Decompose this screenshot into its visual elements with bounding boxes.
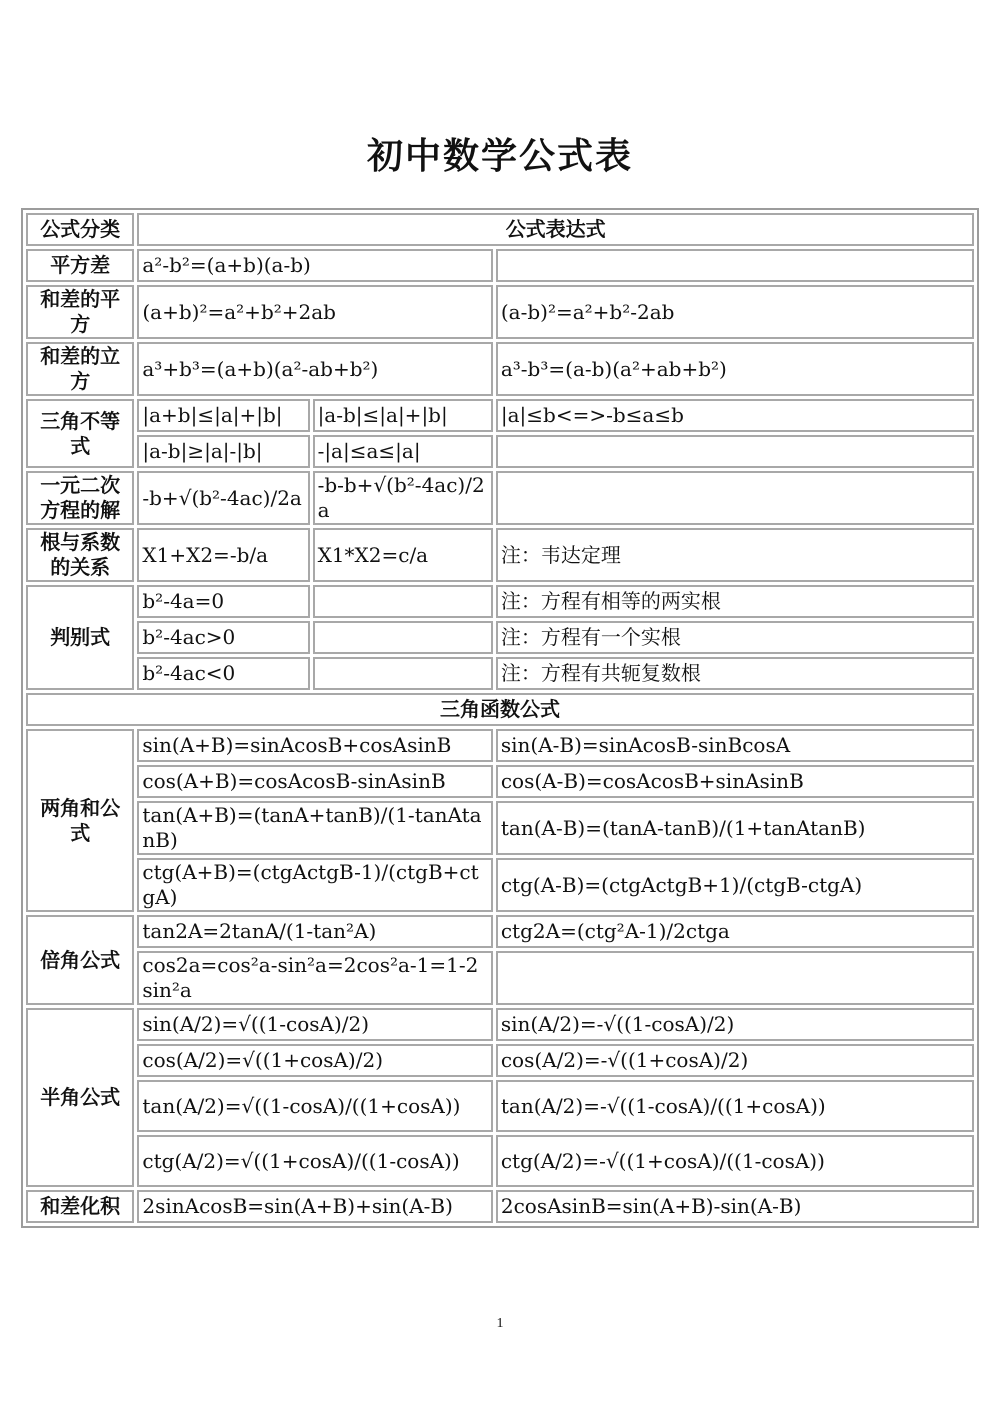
formula-cell: ctg(A+B)=(ctgActgB-1)/(ctgB+ctgA) bbox=[137, 858, 492, 912]
category-label: 半角公式 bbox=[26, 1008, 134, 1187]
table-header-row bbox=[26, 213, 974, 246]
formula-cell bbox=[313, 585, 493, 618]
formula-cell: 注：方程有共轭复数根 bbox=[496, 657, 974, 690]
table-row bbox=[26, 657, 974, 690]
formula-cell: ctg(A-B)=(ctgActgB+1)/(ctgB-ctgA) bbox=[496, 858, 974, 912]
table-row bbox=[26, 528, 974, 582]
header-expression: 公式表达式 bbox=[137, 213, 974, 246]
formula-cell: |a+b|≤|a|+|b| bbox=[137, 399, 309, 432]
table-row bbox=[26, 1135, 974, 1187]
formula-cell: 注：韦达定理 bbox=[496, 528, 974, 582]
formula-cell: ctg2A=(ctg²A-1)/2ctga bbox=[496, 915, 974, 948]
formula-cell: b²-4ac>0 bbox=[137, 621, 309, 654]
formula-cell bbox=[496, 249, 974, 282]
table-row bbox=[26, 399, 974, 432]
table-row bbox=[26, 285, 974, 339]
formula-cell: X1*X2=c/a bbox=[313, 528, 493, 582]
formula-cell: cos(A+B)=cosAcosB-sinAsinB bbox=[137, 765, 492, 798]
formula-cell: cos2a=cos²a-sin²a=2cos²a-1=1-2sin²a bbox=[137, 951, 492, 1005]
table-row bbox=[26, 342, 974, 396]
category-label: 三角不等式 bbox=[26, 399, 134, 468]
category-label: 倍角公式 bbox=[26, 915, 134, 1005]
formula-cell bbox=[496, 471, 974, 525]
formula-cell: |a-b|≤|a|+|b| bbox=[313, 399, 493, 432]
table-row bbox=[26, 801, 974, 855]
page-title: 初中数学公式表 bbox=[366, 136, 633, 177]
formula-cell: cos(A-B)=cosAcosB+sinAsinB bbox=[496, 765, 974, 798]
formula-cell: sin(A/2)=√((1-cosA)/2) bbox=[137, 1008, 492, 1041]
table-row bbox=[26, 858, 974, 912]
formula-cell: sin(A+B)=sinAcosB+cosAsinB bbox=[137, 729, 492, 762]
formula-cell: ctg(A/2)=-√((1+cosA)/((1-cosA)) bbox=[496, 1135, 974, 1187]
table-row bbox=[26, 621, 974, 654]
formula-cell: tan(A/2)=√((1-cosA)/((1+cosA)) bbox=[137, 1080, 492, 1132]
formula-cell: ctg(A/2)=√((1+cosA)/((1-cosA)) bbox=[137, 1135, 492, 1187]
formula-cell: (a+b)²=a²+b²+2ab bbox=[137, 285, 492, 339]
table-row bbox=[26, 729, 974, 762]
formula-cell: -b+√(b²-4ac)/2a bbox=[137, 471, 309, 525]
formula-cell: 2sinAcosB=sin(A+B)+sin(A-B) bbox=[137, 1190, 492, 1223]
formula-cell: |a|≤b<=>-b≤a≤b bbox=[496, 399, 974, 432]
table-row bbox=[26, 1080, 974, 1132]
table-row bbox=[26, 249, 974, 282]
formula-cell: (a-b)²=a²+b²-2ab bbox=[496, 285, 974, 339]
formula-cell: a²-b²=(a+b)(a-b) bbox=[137, 249, 492, 282]
table-row bbox=[26, 585, 974, 618]
category-label: 判别式 bbox=[26, 585, 134, 690]
formula-cell: tan2A=2tanA/(1-tan²A) bbox=[137, 915, 492, 948]
formula-cell bbox=[496, 951, 974, 1005]
header-category: 公式分类 bbox=[26, 213, 134, 246]
formula-cell: b²-4ac<0 bbox=[137, 657, 309, 690]
formula-cell: |a-b|≥|a|-|b| bbox=[137, 435, 309, 468]
page-number: 1 bbox=[496, 1316, 504, 1331]
formula-cell: cos(A/2)=√((1+cosA)/2) bbox=[137, 1044, 492, 1077]
formula-cell: -|a|≤a≤|a| bbox=[313, 435, 493, 468]
formula-cell: -b-b+√(b²-4ac)/2a bbox=[313, 471, 493, 525]
category-label: 和差化积 bbox=[26, 1190, 134, 1223]
formula-cell: a³-b³=(a-b)(a²+ab+b²) bbox=[496, 342, 974, 396]
formula-cell bbox=[313, 657, 493, 690]
category-label: 根与系数的关系 bbox=[26, 528, 134, 582]
table-row bbox=[26, 1008, 974, 1041]
table-row bbox=[26, 435, 974, 468]
table-row bbox=[26, 765, 974, 798]
formula-cell: 注：方程有相等的两实根 bbox=[496, 585, 974, 618]
section-title-trig: 三角函数公式 bbox=[26, 693, 974, 726]
category-label: 和差的平方 bbox=[26, 285, 134, 339]
formula-cell bbox=[313, 621, 493, 654]
formula-cell: b²-4a=0 bbox=[137, 585, 309, 618]
formula-cell: a³+b³=(a+b)(a²-ab+b²) bbox=[137, 342, 492, 396]
formula-cell: sin(A-B)=sinAcosB-sinBcosA bbox=[496, 729, 974, 762]
table-row bbox=[26, 951, 974, 1005]
table-row bbox=[26, 471, 974, 525]
formula-table bbox=[21, 208, 979, 1228]
table-row bbox=[26, 1190, 974, 1223]
formula-cell: tan(A+B)=(tanA+tanB)/(1-tanAtanB) bbox=[137, 801, 492, 855]
formula-cell: tan(A/2)=-√((1-cosA)/((1+cosA)) bbox=[496, 1080, 974, 1132]
section-row bbox=[26, 693, 974, 726]
formula-cell: X1+X2=-b/a bbox=[137, 528, 309, 582]
formula-cell bbox=[496, 435, 974, 468]
formula-cell: 注：方程有一个实根 bbox=[496, 621, 974, 654]
formula-cell: sin(A/2)=-√((1-cosA)/2) bbox=[496, 1008, 974, 1041]
category-label: 平方差 bbox=[26, 249, 134, 282]
formula-cell: 2cosAsinB=sin(A+B)-sin(A-B) bbox=[496, 1190, 974, 1223]
category-label: 一元二次方程的解 bbox=[26, 471, 134, 525]
table-row bbox=[26, 1044, 974, 1077]
category-label: 两角和公式 bbox=[26, 729, 134, 912]
formula-cell: tan(A-B)=(tanA-tanB)/(1+tanAtanB) bbox=[496, 801, 974, 855]
formula-cell: cos(A/2)=-√((1+cosA)/2) bbox=[496, 1044, 974, 1077]
category-label: 和差的立方 bbox=[26, 342, 134, 396]
table-row bbox=[26, 915, 974, 948]
